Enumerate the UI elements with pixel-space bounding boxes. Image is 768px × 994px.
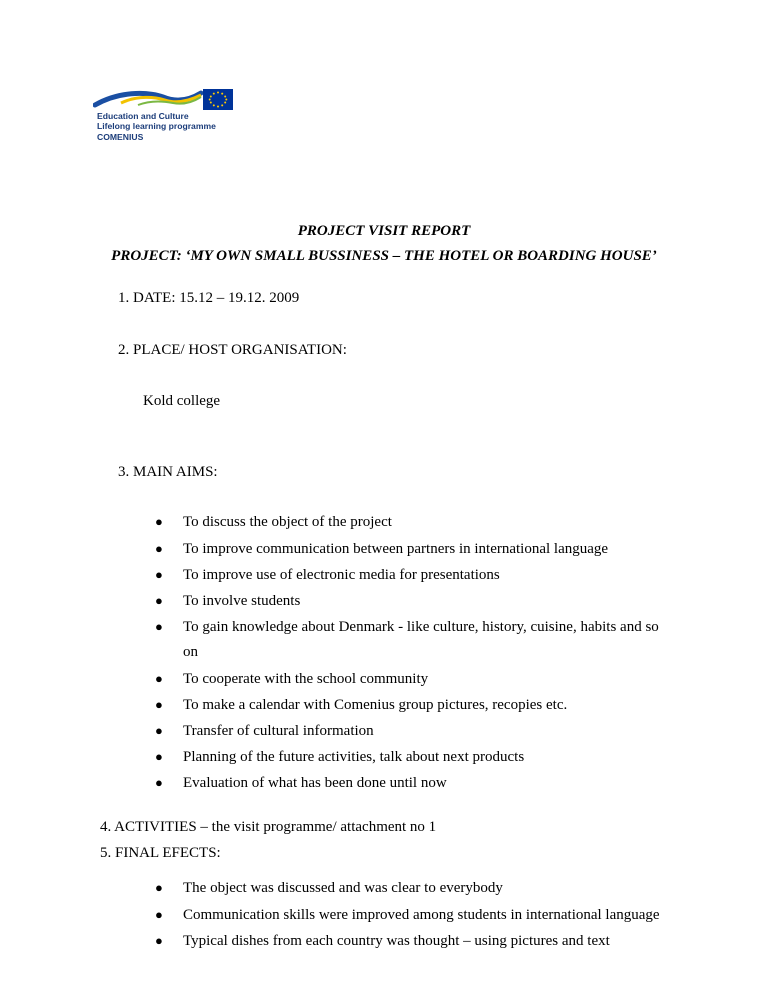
effect-text: Communication skills were improved among students in international language bbox=[183, 907, 660, 923]
aims-list-item bbox=[155, 774, 715, 792]
aims-list-item bbox=[155, 566, 715, 584]
aim-text: To make a calendar with Comenius group pictures, recopies etc. bbox=[183, 697, 568, 713]
aims-list-item bbox=[155, 592, 715, 610]
effects-list-item bbox=[155, 932, 735, 950]
bullet-icon: ● bbox=[155, 567, 163, 582]
bullet-icon: ● bbox=[155, 749, 163, 764]
report-title: PROJECT VISIT REPORT bbox=[297, 223, 471, 239]
bullet-icon: ● bbox=[155, 619, 163, 634]
bullet-icon: ● bbox=[155, 671, 163, 686]
aims-list-item bbox=[155, 513, 715, 531]
aim-text: Evaluation of what has been done until now bbox=[183, 775, 447, 791]
aim-text: To gain knowledge about Denmark - like culture, history, cuisine, habits and so bbox=[183, 619, 659, 635]
programme-logo bbox=[93, 83, 238, 158]
aim-text: To improve use of electronic media for presentations bbox=[183, 567, 500, 583]
bullet-icon: ● bbox=[155, 880, 163, 895]
aims-list-item bbox=[155, 540, 715, 558]
logo-line: COMENIUS bbox=[97, 131, 144, 142]
bullet-icon: ● bbox=[155, 907, 163, 922]
aim-text: To cooperate with the school community bbox=[183, 671, 429, 687]
aims-list-item bbox=[155, 748, 715, 766]
aims-list-item bbox=[155, 670, 715, 688]
aims-list-item bbox=[155, 722, 715, 740]
effects-list-item bbox=[155, 906, 735, 924]
effects-heading: 5. FINAL EFECTS: bbox=[100, 845, 221, 861]
aim-text: To involve students bbox=[183, 593, 301, 609]
place-heading: 2. PLACE/ HOST ORGANISATION: bbox=[118, 342, 347, 358]
bullet-icon: ● bbox=[155, 775, 163, 790]
effect-text: The object was discussed and was clear to everybody bbox=[183, 880, 503, 896]
aim-text: Planning of the future activities, talk about next products bbox=[183, 749, 525, 765]
aim-continuation: on bbox=[183, 644, 198, 660]
aims-heading: 3. MAIN AIMS: bbox=[118, 464, 218, 480]
effects-list-item bbox=[155, 879, 735, 897]
aim-text: To discuss the object of the project bbox=[183, 514, 392, 530]
aim-text: Transfer of cultural information bbox=[183, 723, 374, 739]
logo-line: Lifelong learning programme bbox=[97, 121, 216, 132]
effect-text: Typical dishes from each country was thought – using pictures and text bbox=[183, 933, 610, 949]
logo-text bbox=[97, 111, 216, 142]
bullet-icon: ● bbox=[155, 541, 163, 556]
aim-text: To improve communication between partners in international language bbox=[183, 541, 609, 557]
bullet-icon: ● bbox=[155, 593, 163, 608]
project-title: PROJECT: ‘MY OWN SMALL BUSSINESS – THE HOTEL OR BOARDING HOUSE’ bbox=[111, 248, 657, 264]
bullet-icon: ● bbox=[155, 514, 163, 529]
bullet-icon: ● bbox=[155, 723, 163, 738]
place-value: Kold college bbox=[143, 393, 221, 409]
aims-list-item bbox=[155, 696, 715, 714]
aims-list-item bbox=[155, 618, 715, 636]
bullet-icon: ● bbox=[155, 697, 163, 712]
date-line: 1. DATE: 15.12 – 19.12. 2009 bbox=[118, 290, 300, 306]
activities-line: 4. ACTIVITIES – the visit programme/ attachment no 1 bbox=[100, 819, 437, 835]
logo-line: Education and Culture bbox=[97, 111, 189, 121]
bullet-icon: ● bbox=[155, 933, 163, 948]
